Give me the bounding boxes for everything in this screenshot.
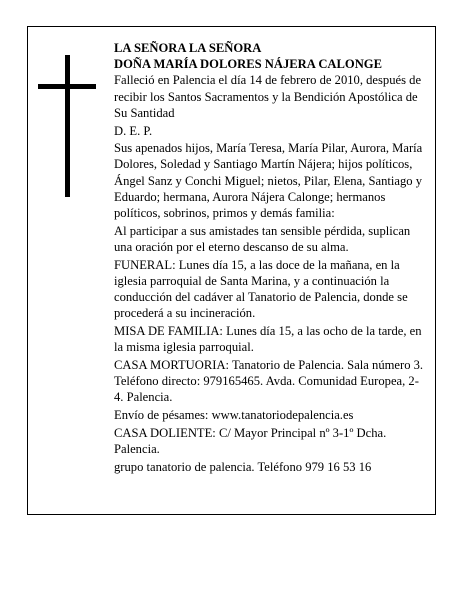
obituary-text bbox=[114, 40, 424, 476]
heading-line-1: LA SEÑORA LA SEÑORA bbox=[114, 41, 262, 55]
paragraph-family-home: CASA DOLIENTE: C/ Mayor Principal nº 3-1º Dcha. Palencia. bbox=[114, 425, 387, 456]
cross-horizontal-bar bbox=[38, 84, 96, 89]
cross-vertical-bar bbox=[65, 55, 70, 197]
paragraph-family: Sus apenados hijos, María Teresa, María Pilar, Aurora, María Dolores, Soledad y Santiago Martín Nájera; hijos políticos, Ángel Sanz y Conchi Miguel; nietos, Pilar, Elena, Santiago y Eduardo; hermana, Aurora Nájera Calonge; hermanos políticos, sobrinos, primos y demás familia: bbox=[114, 141, 423, 221]
paragraph-funeral: FUNERAL: Lunes día 15, a las doce de la mañana, en la iglesia parroquial de Santa Marina, y a continuación la conducción del cadáver al Tanatorio de Palencia, donde se procederá a su incineración. bbox=[114, 257, 408, 321]
paragraph-funeral-home: CASA MORTUORIA: Tanatorio de Palencia. Sala número 3. Teléfono directo: 979165465. Avda. Comunidad Europea, 2-4. Palencia. bbox=[114, 357, 424, 405]
paragraph-prayer-request: Al participar a sus amistades tan sensible pérdida, suplican una oración por el eterno descanso de su alma. bbox=[114, 223, 411, 254]
paragraph-contact: grupo tanatorio de palencia. Teléfono 979 16 53 16 bbox=[114, 459, 372, 474]
paragraph-dep: D. E. P. bbox=[114, 123, 153, 138]
heading-line-2: DOÑA MARÍA DOLORES NÁJERA CALONGE bbox=[114, 57, 382, 72]
paragraph-death-notice: Falleció en Palencia el día 14 de febrero de 2010, después de recibir los Santos Sacramentos y la Bendición Apostólica de Su Santidad bbox=[114, 73, 422, 120]
paragraph-family-mass: MISA DE FAMILIA: Lunes día 15, a las ocho de la tarde, en la misma iglesia parroquial. bbox=[114, 323, 422, 355]
paragraph-condolences: Envío de pésames: www.tanatoriodepalencia.es bbox=[114, 407, 354, 422]
